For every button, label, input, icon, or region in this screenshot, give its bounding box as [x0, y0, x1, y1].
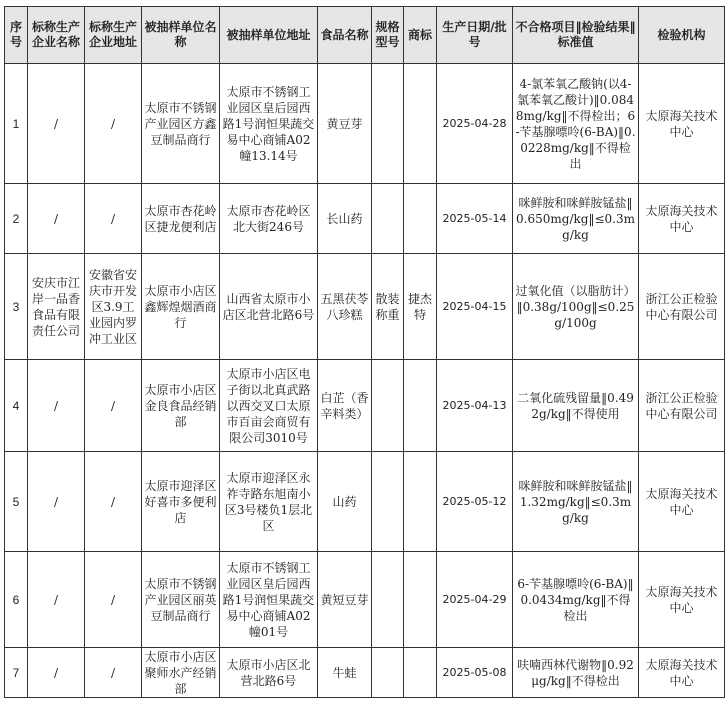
cell-manufacturer-address: / — [85, 452, 142, 552]
result-table — [4, 6, 725, 698]
cell-sampled-unit-name: 太原市小店区聚师水产经销部 — [142, 648, 220, 698]
cell-sampled-unit-name: 太原市迎泽区好喜市多便利店 — [142, 452, 220, 552]
cell-index: 3 — [5, 254, 28, 360]
cell-failed-item: 咪鲜胺和咪鲜胺锰盐‖0.650mg/kg‖≤0.3mg/kg — [513, 184, 639, 254]
cell-agency: 浙江公正检验中心有限公司 — [639, 254, 725, 360]
cell-date: 2025-04-13 — [437, 360, 513, 452]
cell-spec — [372, 452, 404, 552]
cell-food-name: 牛蛙 — [318, 648, 372, 698]
cell-sampled-unit-name: 太原市杏花岭区捷龙便利店 — [142, 184, 220, 254]
col-header-manufacturer-name: 标称生产企业名称 — [28, 7, 85, 64]
col-header-spec: 规格型号 — [372, 7, 404, 64]
cell-food-name: 黄豆芽 — [318, 64, 372, 184]
cell-failed-item: 呋喃西林代谢物‖0.92μg/kg‖不得检出 — [513, 648, 639, 698]
table-row — [5, 360, 725, 452]
cell-manufacturer-name: / — [28, 552, 85, 648]
cell-food-name: 山药 — [318, 452, 372, 552]
col-header-index: 序号 — [5, 7, 28, 64]
cell-food-name: 五黑茯苓八珍糕 — [318, 254, 372, 360]
cell-manufacturer-name: / — [28, 452, 85, 552]
cell-manufacturer-name: / — [28, 184, 85, 254]
cell-sampled-unit-address: 太原市小店区电子街以北真武路以西交叉口太原市百亩会商贸有限公司3010号 — [220, 360, 318, 452]
cell-manufacturer-name: / — [28, 648, 85, 698]
col-header-food-name: 食品名称 — [318, 7, 372, 64]
cell-index: 1 — [5, 64, 28, 184]
cell-index: 5 — [5, 452, 28, 552]
cell-failed-item: 咪鲜胺和咪鲜胺锰盐‖1.32mg/kg‖≤0.3mg/kg — [513, 452, 639, 552]
cell-brand — [404, 552, 437, 648]
cell-manufacturer-address: / — [85, 184, 142, 254]
cell-date: 2025-05-12 — [437, 452, 513, 552]
cell-index: 4 — [5, 360, 28, 452]
table-body — [5, 64, 725, 698]
cell-sampled-unit-name: 太原市不锈钢产业园区丽英豆制品商行 — [142, 552, 220, 648]
cell-sampled-unit-address: 太原市小店区北营北路6号 — [220, 648, 318, 698]
cell-brand: 捷杰特 — [404, 254, 437, 360]
cell-failed-item: 6-苄基腺嘌呤(6-BA)‖0.0434mg/kg‖不得检出 — [513, 552, 639, 648]
cell-spec — [372, 552, 404, 648]
table-row — [5, 452, 725, 552]
cell-index: 7 — [5, 648, 28, 698]
cell-agency: 太原海关技术中心 — [639, 184, 725, 254]
header-row — [5, 7, 725, 64]
cell-sampled-unit-address: 山西省太原市小店区北营北路6号 — [220, 254, 318, 360]
cell-sampled-unit-address: 太原市不锈钢工业园区皇后园西路1号润恒果蔬交易中心商铺A02幢01号 — [220, 552, 318, 648]
cell-sampled-unit-address: 太原市杏花岭区北大街246号 — [220, 184, 318, 254]
cell-manufacturer-name: / — [28, 64, 85, 184]
cell-spec — [372, 64, 404, 184]
cell-agency: 太原海关技术中心 — [639, 552, 725, 648]
col-header-agency: 检验机构 — [639, 7, 725, 64]
cell-index: 2 — [5, 184, 28, 254]
cell-manufacturer-address: / — [85, 552, 142, 648]
cell-brand — [404, 360, 437, 452]
cell-manufacturer-address: / — [85, 64, 142, 184]
cell-sampled-unit-name: 太原市小店区鑫辉煌烟酒商行 — [142, 254, 220, 360]
cell-failed-item: 4-氯苯氧乙酸钠(以4-氯苯氧乙酸计)‖0.0848mg/kg‖不得检出；6-苄基腺嘌呤(6-BA)‖0.0228mg/kg‖不得检出 — [513, 64, 639, 184]
cell-date: 2025-04-15 — [437, 254, 513, 360]
col-header-sampled-unit-name: 被抽样单位名称 — [142, 7, 220, 64]
cell-brand — [404, 184, 437, 254]
col-header-manufacturer-address: 标称生产企业地址 — [85, 7, 142, 64]
col-header-failed-item: 不合格项目‖检验结果‖标准值 — [513, 7, 639, 64]
cell-manufacturer-name: / — [28, 360, 85, 452]
cell-food-name: 白芷（香辛料类） — [318, 360, 372, 452]
cell-spec — [372, 184, 404, 254]
cell-sampled-unit-name: 太原市不锈钢产业园区方鑫豆制品商行 — [142, 64, 220, 184]
cell-sampled-unit-address: 太原市迎泽区永祚寺路东旭南小区3号楼负1层北区 — [220, 452, 318, 552]
cell-manufacturer-name: 安庆市江岸一品香食品有限责任公司 — [28, 254, 85, 360]
table-row — [5, 254, 725, 360]
cell-failed-item: 过氧化值（以脂肪计）‖0.38g/100g‖≤0.25g/100g — [513, 254, 639, 360]
table-row — [5, 64, 725, 184]
cell-brand — [404, 648, 437, 698]
cell-index: 6 — [5, 552, 28, 648]
table-row — [5, 184, 725, 254]
cell-date: 2025-05-08 — [437, 648, 513, 698]
table-row — [5, 552, 725, 648]
cell-spec: 散装称重 — [372, 254, 404, 360]
col-header-sampled-unit-address: 被抽样单位地址 — [220, 7, 318, 64]
cell-agency: 太原海关技术中心 — [639, 64, 725, 184]
cell-manufacturer-address: 安徽省安庆市开发区3.9工业园内罗冲工业区 — [85, 254, 142, 360]
cell-food-name: 黄短豆芽 — [318, 552, 372, 648]
cell-agency: 太原海关技术中心 — [639, 452, 725, 552]
cell-brand — [404, 64, 437, 184]
cell-failed-item: 二氧化硫残留量‖0.492g/kg‖不得使用 — [513, 360, 639, 452]
cell-food-name: 长山药 — [318, 184, 372, 254]
cell-manufacturer-address: / — [85, 360, 142, 452]
cell-date: 2025-05-14 — [437, 184, 513, 254]
cell-brand — [404, 452, 437, 552]
col-header-brand: 商标 — [404, 7, 437, 64]
cell-spec — [372, 360, 404, 452]
cell-date: 2025-04-29 — [437, 552, 513, 648]
cell-manufacturer-address: / — [85, 648, 142, 698]
table-row — [5, 648, 725, 698]
cell-agency: 太原海关技术中心 — [639, 648, 725, 698]
cell-date: 2025-04-28 — [437, 64, 513, 184]
cell-sampled-unit-address: 太原市不锈钢工业园区皇后园西路1号润恒果蔬交易中心商铺A02幢13.14号 — [220, 64, 318, 184]
cell-sampled-unit-name: 太原市小店区金良食品经销部 — [142, 360, 220, 452]
col-header-date: 生产日期/批号 — [437, 7, 513, 64]
cell-spec — [372, 648, 404, 698]
cell-agency: 浙江公正检验中心有限公司 — [639, 360, 725, 452]
